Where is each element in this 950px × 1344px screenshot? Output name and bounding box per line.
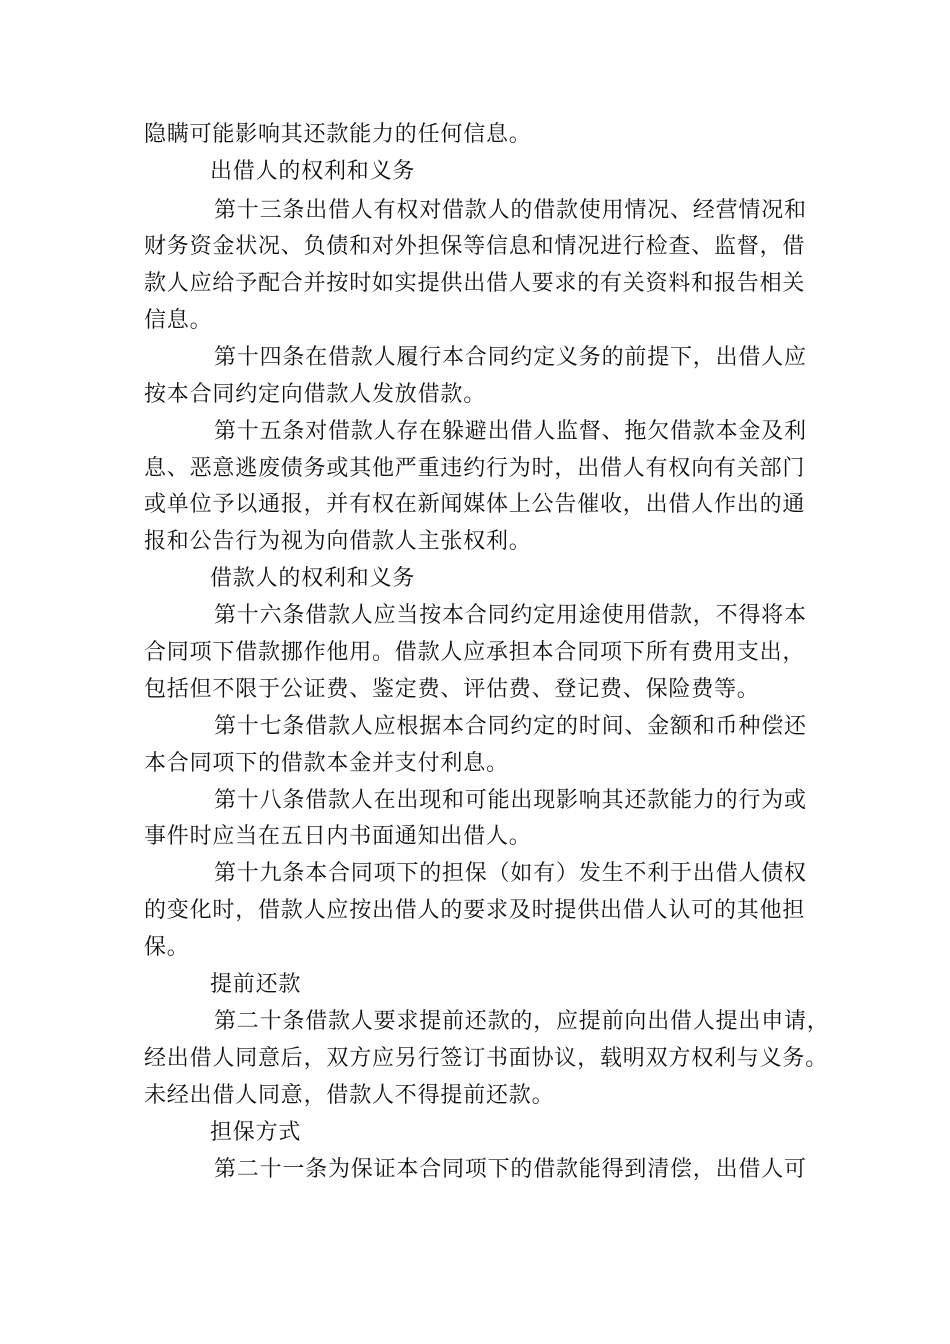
paragraph-line: 的变化时，借款人应按出借人的要求及时提供出借人认可的其他担 bbox=[144, 898, 806, 923]
paragraph-line: 或单位予以通报，并有权在新闻媒体上公告催收，出借人作出的通 bbox=[144, 492, 806, 517]
paragraph-line: 合同项下借款挪作他用。借款人应承担本合同项下所有费用支出， bbox=[144, 640, 806, 665]
paragraph-line: 财务资金状况、负债和对外担保等信息和情况进行检查、监督，借 bbox=[144, 234, 806, 259]
paragraph-line: 第十九条本合同项下的担保（如有）发生不利于出借人债权 bbox=[214, 861, 807, 886]
paragraph-line: 隐瞒可能影响其还款能力的任何信息。 bbox=[144, 122, 532, 147]
paragraph-line: 本合同项下的借款本金并支付利息。 bbox=[144, 751, 509, 776]
paragraph-line: 经出借人同意后，双方应另行签订书面协议，载明双方权利与义务。 bbox=[144, 1046, 829, 1071]
paragraph-line: 第二十条借款人要求提前还款的，应提前向出借人提出申请， bbox=[214, 1009, 830, 1034]
paragraph-line: 第十七条借款人应根据本合同约定的时间、金额和币种偿还 bbox=[214, 714, 807, 739]
paragraph-line: 第二十一条为保证本合同项下的借款能得到清偿，出借人可 bbox=[214, 1157, 807, 1182]
paragraph-line: 款人应给予配合并按时如实提供出借人要求的有关资料和报告相关 bbox=[144, 271, 806, 296]
paragraph-line: 事件时应当在五日内书面通知出借人。 bbox=[144, 824, 532, 849]
section-heading: 出借人的权利和义务 bbox=[210, 159, 416, 184]
paragraph-line: 信息。 bbox=[144, 308, 213, 333]
paragraph-line: 按本合同约定向借款人发放借款。 bbox=[144, 382, 487, 407]
section-heading: 提前还款 bbox=[210, 972, 302, 997]
paragraph-line: 报和公告行为视为向借款人主张权利。 bbox=[144, 529, 532, 554]
paragraph-line: 未经出借人同意，借款人不得提前还款。 bbox=[144, 1083, 555, 1108]
paragraph-line: 第十八条借款人在出现和可能出现影响其还款能力的行为或 bbox=[214, 788, 807, 813]
section-heading: 借款人的权利和义务 bbox=[210, 566, 416, 591]
paragraph-line: 第十三条出借人有权对借款人的借款使用情况、经营情况和 bbox=[214, 198, 807, 223]
section-heading: 担保方式 bbox=[210, 1120, 302, 1145]
paragraph-line: 保。 bbox=[144, 935, 190, 960]
paragraph-line: 息、恶意逃废债务或其他严重违约行为时，出借人有权向有关部门 bbox=[144, 456, 806, 481]
paragraph-line: 包括但不限于公证费、鉴定费、评估费、登记费、保险费等。 bbox=[144, 677, 760, 702]
paragraph-line: 第十五条对借款人存在躲避出借人监督、拖欠借款本金及利 bbox=[214, 419, 807, 444]
paragraph-line: 第十四条在借款人履行本合同约定义务的前提下，出借人应 bbox=[214, 345, 807, 370]
paragraph-line: 第十六条借款人应当按本合同约定用途使用借款，不得将本 bbox=[214, 603, 807, 628]
